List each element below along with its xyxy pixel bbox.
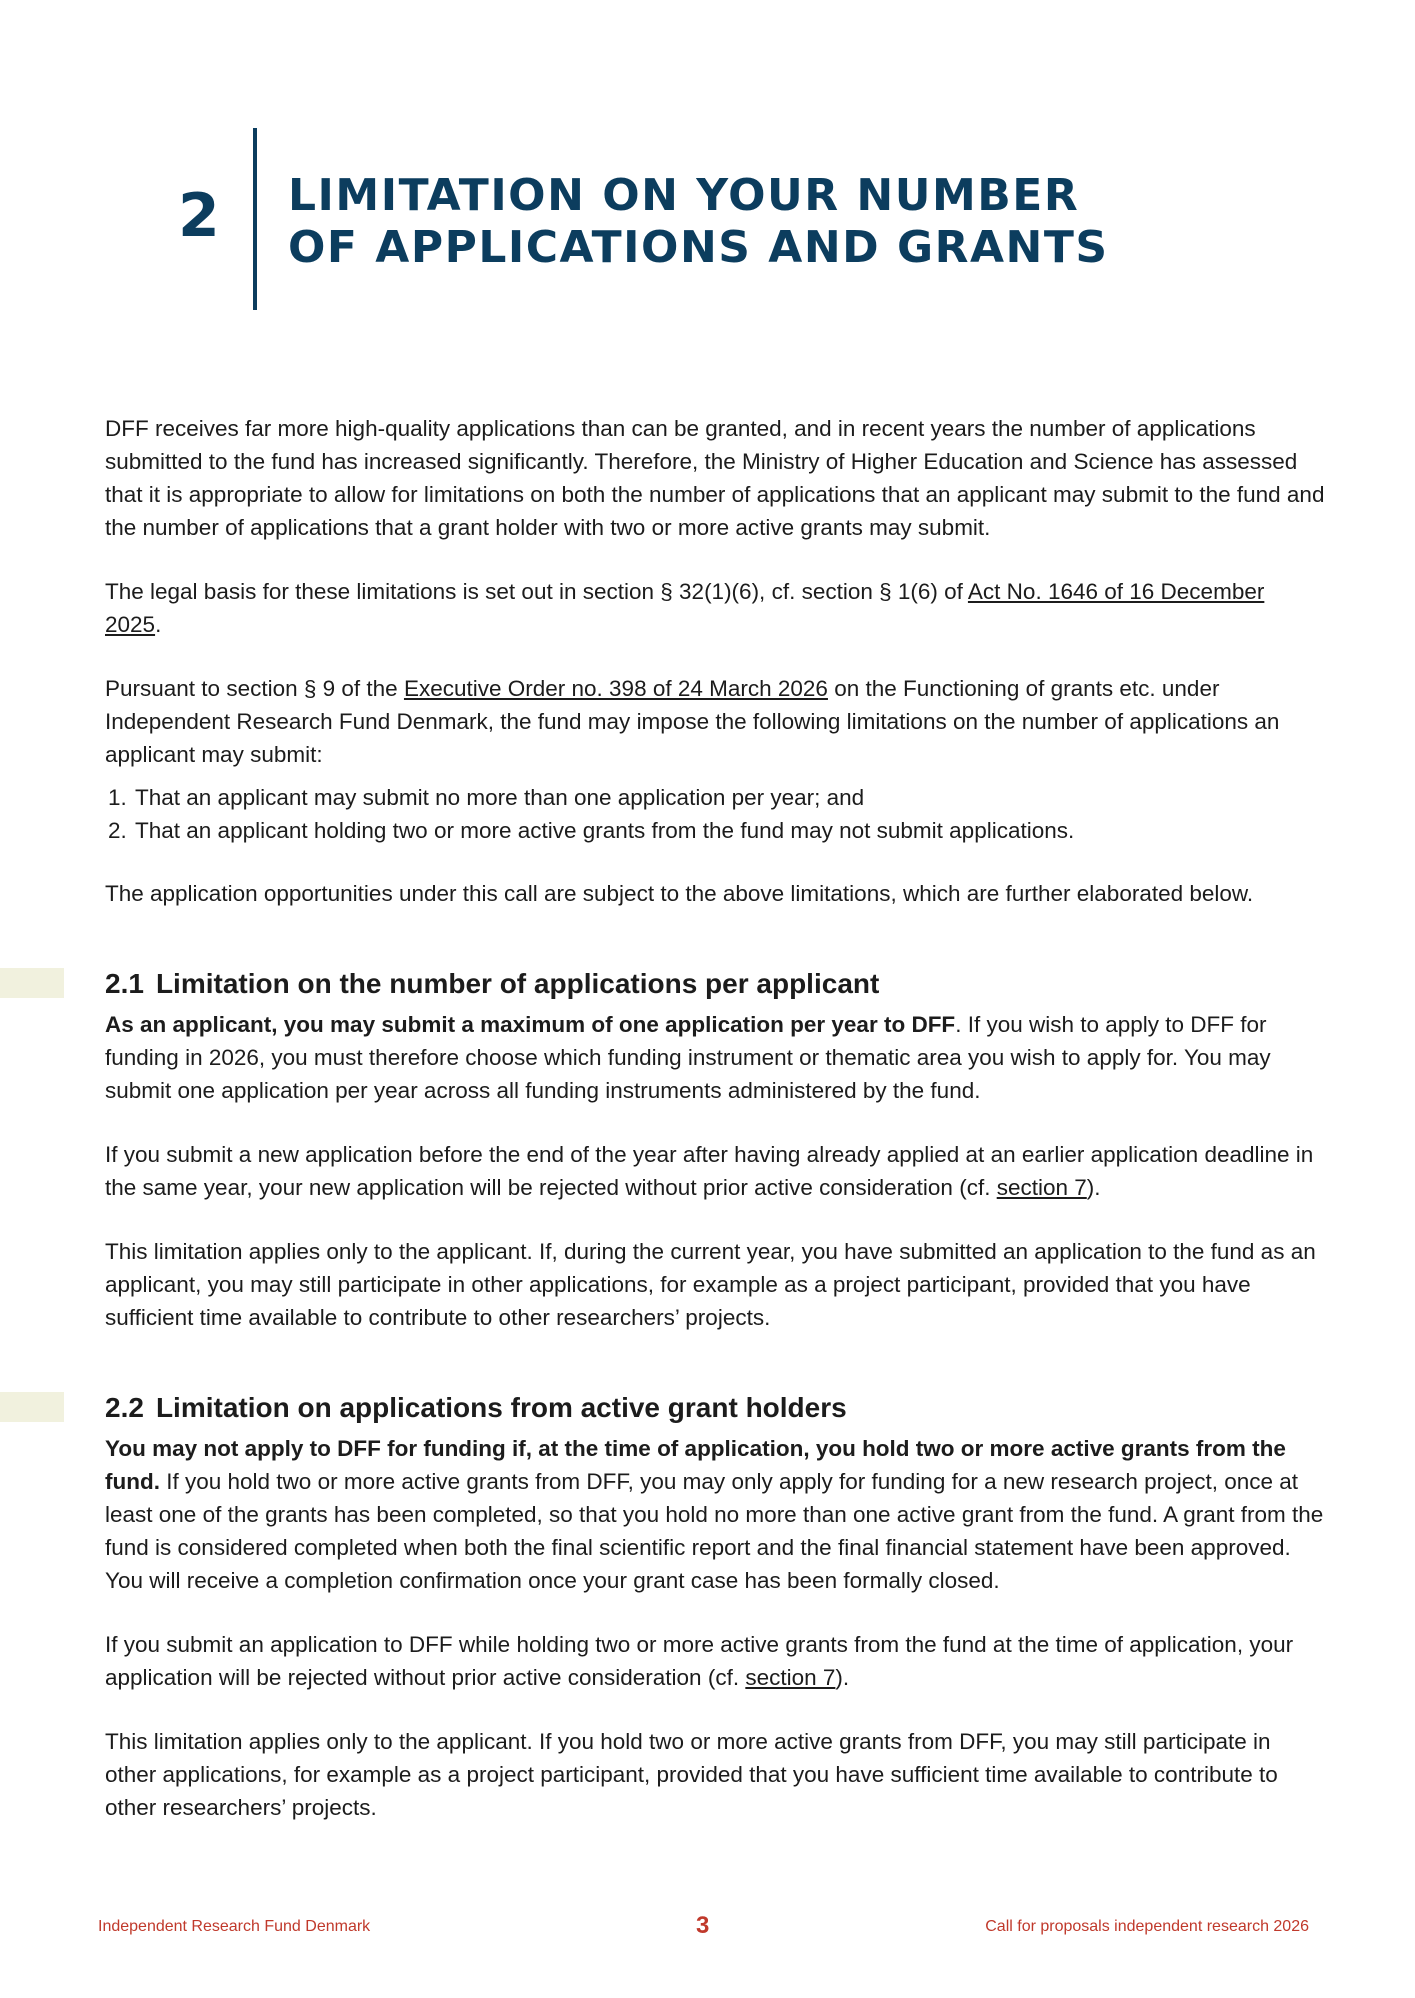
limitations-list	[105, 781, 1325, 847]
section-2-2-paragraph-3: This limitation applies only to the applicant. If you hold two or more active grants from DFF, you may still participate in other applications, for example as a project participant, provided that you have sufficient time available to contribute to other researchers’ projects.	[105, 1729, 1278, 1820]
section-2-2-heading: 2.2 Limitation on applications from active grant holders	[105, 1390, 1325, 1426]
body-text	[105, 412, 1325, 1855]
chapter-title-line-2: OF APPLICATIONS AND GRANTS	[288, 222, 1109, 273]
intro-paragraph-1: DFF receives far more high-quality applications than can be granted, and in recent years the number of applications submitted to the fund has increased significantly. Therefore, the Ministry of Higher Education and Science has assessed that it is appropriate to allow for limitations on both the number of applications that an applicant may submit to the fund and the number of applications that a grant holder with two or more active grants may submit.	[105, 416, 1325, 540]
chapter-number: 2	[178, 181, 220, 251]
executive-order-link[interactable]: Executive Order no. 398 of 24 March 2026	[403, 676, 828, 701]
section-7-link[interactable]: section 7	[996, 1175, 1087, 1200]
footer-document-title: Call for proposals independent research 2026	[985, 1918, 1309, 1935]
section-tab-marker	[0, 1392, 64, 1422]
list-item: 2. That an applicant holding two or more active grants from the fund may not submit applications.	[133, 814, 1325, 847]
section-2-1-heading: 2.1 Limitation on the number of applications per applicant	[105, 966, 1325, 1002]
section-7-link[interactable]: section 7	[745, 1665, 836, 1690]
chapter-title	[288, 170, 1109, 274]
section-2-2-paragraph-2: If you submit an application to DFF while holding two or more active grants from the fund at the time of application, your application will be rejected without prior active consideration (cf. section 7).	[105, 1632, 1294, 1690]
section-2-1-paragraph-2: If you submit a new application before the end of the year after having already applied at an earlier application deadline in the same year, your new application will be rejected without prior active consideration (cf. section 7).	[105, 1142, 1314, 1200]
intro-paragraph-4: The application opportunities under this call are subject to the above limitations, which are further elaborated below.	[105, 881, 1254, 906]
intro-paragraph-2: The legal basis for these limitations is set out in section § 32(1)(6), cf. section § 1(6) of Act No. 1646 of 16 December 2025.	[105, 579, 1265, 637]
chapter-title-line-1: LIMITATION ON YOUR NUMBER	[288, 170, 1080, 221]
intro-paragraph-3: Pursuant to section § 9 of the Executive Order no. 398 of 24 March 2026 on the Functioning of grants etc. under Independent Research Fund Denmark, the fund may impose the following limitations on the number of applications an applicant may submit:	[105, 676, 1280, 767]
section-tab-marker	[0, 968, 64, 998]
section-2-1-paragraph-1: As an applicant, you may submit a maximum of one application per year to DFF. If you wish to apply to DFF for funding in 2026, you must therefore choose which funding instrument or thematic area you wish to apply for. You may submit one application per year across all funding instruments administered by the fund.	[105, 1012, 1271, 1103]
page-number: 3	[696, 1912, 710, 1939]
list-item: 1. That an applicant may submit no more than one application per year; and	[133, 781, 1325, 814]
section-2-2-paragraph-1: You may not apply to DFF for funding if, at the time of application, you hold two or more active grants from the fund. If you hold two or more active grants from DFF, you may only apply for funding for a new research project, once at least one of the grants has been completed, so that you hold no more than one active grant from the fund. A grant from the fund is considered completed when both the final scientific report and the final financial statement have been approved. You will receive a completion confirmation once your grant case has been formally closed.	[105, 1436, 1324, 1593]
chapter-divider	[253, 128, 257, 310]
footer-organization: Independent Research Fund Denmark	[98, 1918, 371, 1935]
section-2-1-paragraph-3: This limitation applies only to the applicant. If, during the current year, you have submitted an application to the fund as an applicant, you may still participate in other applications, for example as a project participant, provided that you have sufficient time available to contribute to other researchers’ projects.	[105, 1239, 1316, 1330]
act-link[interactable]: Act No. 1646 of 16 December 2025	[105, 579, 1265, 637]
